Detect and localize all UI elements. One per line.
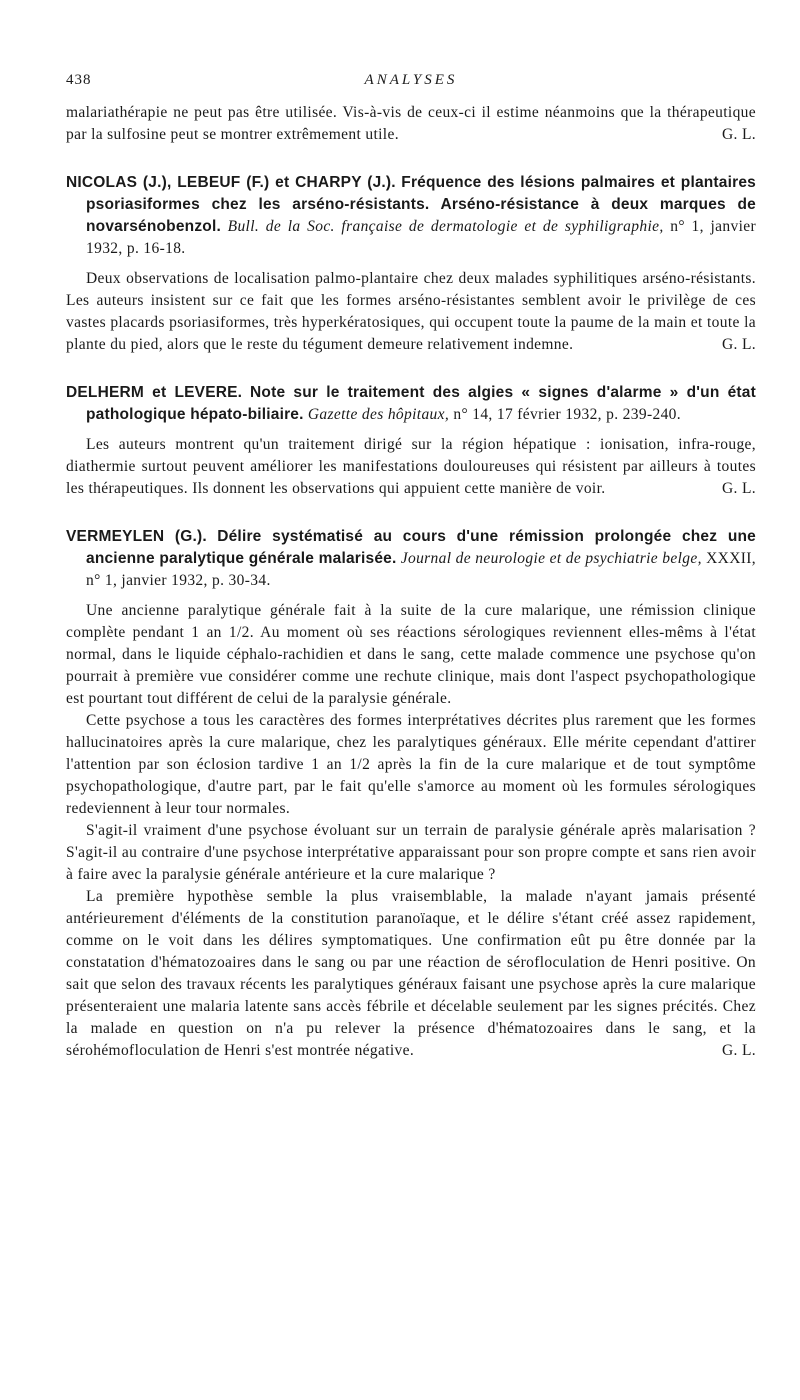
review-entry (66, 526, 756, 1062)
reviewer-signature: G. L. (721, 336, 756, 353)
review-entries (66, 172, 756, 1062)
summary-paragraph (66, 434, 756, 500)
bibliographic-reference (66, 172, 756, 260)
entry-source: Bull. de la Soc. française de dermatologie et de syphiligraphie, (227, 218, 664, 235)
reviewer-signature: G. L. (721, 1042, 756, 1059)
entry-authors: NICOLAS (J.), LEBEUF (F.) et CHARPY (J.). (66, 174, 396, 191)
entry-source: Gazette des hôpitaux, (307, 406, 450, 423)
summary-paragraph (66, 268, 756, 356)
summary-paragraph (66, 886, 756, 1062)
entry-title: Note sur le traitement des algies « signes d'alarme » d'un état pathologique hépato-biliaire. (86, 384, 756, 423)
summary-text: Cette psychose a tous les caractères des formes interprétatives décrites plus rarement que les formes hallucinatoires après la cure malarique, chez les paralytiques généraux. Elle mérite cependant d'attirer l'attention par son éclosion tardive 1 an 1/2 après la fin de la cure malarique et de tout symptôme psychopathologique, d'autre part, par le fait qu'elle s'amorce au moment où les formules sérologiques redeviennent à leur tour normales. (66, 712, 756, 817)
summary-paragraph (66, 600, 756, 710)
continuation-signature: G. L. (721, 126, 756, 143)
entry-details: n° 14, 17 février 1932, p. 239-240. (453, 406, 682, 423)
entry-title: Fréquence des lésions palmaires et plantaires psoriasiformes chez les arséno-résistants. Arséno-résistance à deux marques de novarsénobenzol. (86, 174, 756, 235)
entry-authors: VERMEYLEN (G.). (66, 528, 207, 545)
running-title: ANALYSES (364, 72, 458, 88)
entry-details: XXXII, n° 1, janvier 1932, p. 30-34. (86, 550, 756, 589)
document-page (66, 72, 756, 1062)
bibliographic-reference (66, 526, 756, 592)
summary-text: Les auteurs montrent qu'un traitement dirigé sur la région hépatique : ionisation, infra-rouge, diathermie surtout peuvent améliorer les manifestations douloureuses qui résistent par ailleurs à toutes les thérapeutiques. Ils donnent les observations qui appuient cette manière de voir. (66, 436, 756, 497)
entry-source: Journal de neurologie et de psychiatrie belge, (400, 550, 702, 567)
summary-paragraph (66, 820, 756, 886)
summary-paragraph (66, 710, 756, 820)
review-entry (66, 382, 756, 500)
reviewer-signature: G. L. (721, 480, 756, 497)
summary-text: Une ancienne paralytique générale fait à la suite de la cure malarique, une rémission clinique complète pendant 1 an 1/2. Au moment où ses réactions sérologiques reviennent elles-mêms à l'état normal, dans le liquide céphalo-rachidien et dans le sang, cette malade commence une psychose qu'on pourrait à première vue considérer comme une rechute clinique, mais dont l'aspect psychopathologique est pourtant tout différent de celui de la paralysie générale. (66, 602, 756, 707)
summary-text: S'agit-il vraiment d'une psychose évoluant sur un terrain de paralysie générale après malarisation ? S'agit-il au contraire d'une psychose interprétative apparaissant pour son propre compte et sans rien avoir à faire avec la paralysie générale antérieure et la cure malarique ? (66, 822, 756, 883)
page-number: 438 (66, 72, 92, 88)
summary-text: Deux observations de localisation palmo-plantaire chez deux malades syphilitiques arséno-résistants. Les auteurs insistent sur ce fait que les formes arséno-résistantes semblent avoir le privilège de ces vastes placards psoriasiformes, très hyperkératosiques, qui occupent toute la paume de la main et toute la plante du pied, alors que le reste du tégument demeure relativement indemne. (66, 270, 756, 353)
review-entry (66, 172, 756, 356)
page-header (66, 72, 756, 96)
continuation-paragraph (66, 102, 756, 146)
entry-authors: DELHERM et LEVERE. (66, 384, 243, 401)
bibliographic-reference (66, 382, 756, 426)
summary-text: La première hypothèse semble la plus vraisemblable, la malade n'ayant jamais présenté antérieurement d'éléments de la constitution paranoïaque, et le délire s'étant créé assez rapidement, comme on le voit dans les délires symptomatiques. Une confirmation eût pu être donnée par la constatation d'hématozoaires dans le sang ou par une réaction de sérofloculation de Henri positive. On sait que selon des travaux récents les paralytiques généraux faisant une psychose après la cure malarique présenteraient une malaria latente sans accès fébrile et décelable seulement par les signes précités. Chez la malade en question on n'a pu relever la présence d'hématozoaires dans le sang, et la sérohémofloculation de Henri s'est montrée négative. (66, 888, 756, 1059)
entry-details: n° 1, janvier 1932, p. 16-18. (86, 218, 756, 257)
continuation-text: malariathérapie ne peut pas être utilisée. Vis-à-vis de ceux-ci il estime néanmoins que la thérapeutique par la sulfosine peut se montrer extrêmement utile. (66, 104, 756, 143)
entry-title: Délire systématisé au cours d'une rémission prolongée chez une ancienne paralytique générale malarisée. (86, 528, 756, 567)
